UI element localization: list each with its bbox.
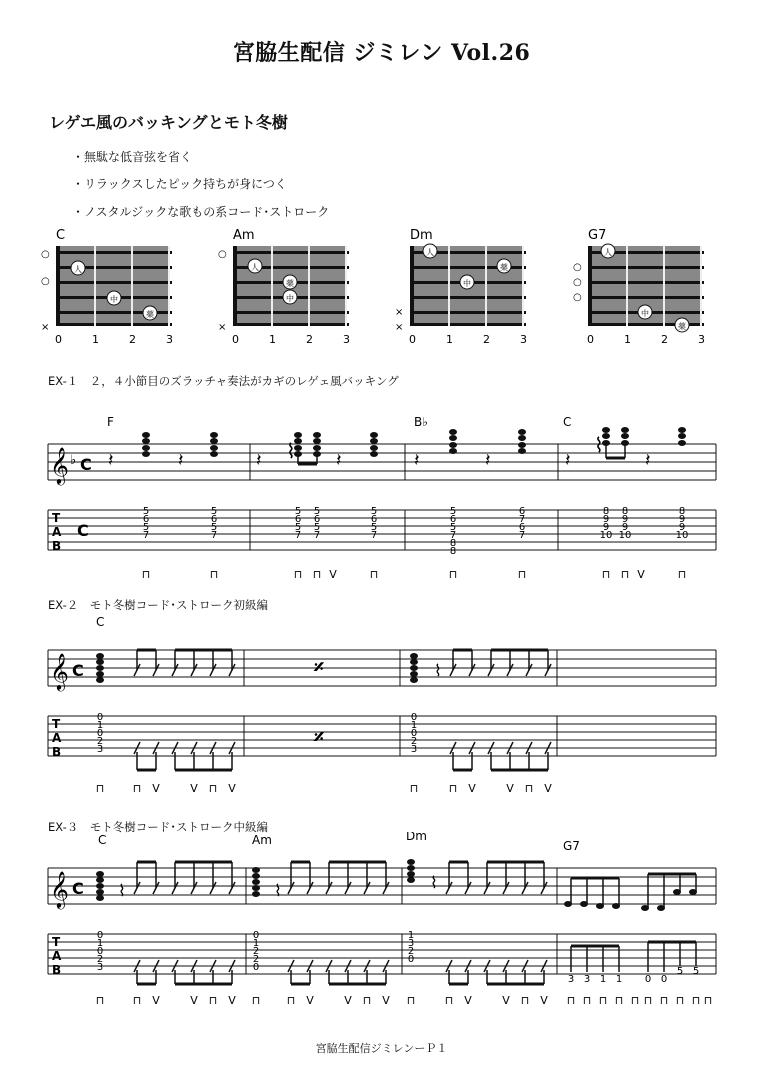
svg-text:V: V (329, 568, 337, 581)
finger-dot (460, 275, 474, 289)
svg-text:2: 2 (252, 946, 260, 957)
section-title: レゲエ風のバッキングとモト冬樹 (49, 113, 288, 132)
svg-text:3: 3 (407, 938, 415, 949)
svg-text:中: 中 (641, 309, 649, 318)
svg-text:V: V (468, 782, 476, 794)
svg-text:A: A (52, 731, 62, 745)
svg-text:3: 3 (343, 333, 350, 346)
svg-text:×: × (41, 322, 50, 333)
svg-text:𝄽: 𝄽 (565, 450, 571, 471)
svg-text:7: 7 (449, 530, 457, 541)
svg-text:6: 6 (210, 514, 218, 525)
common-time-icon: C (80, 455, 92, 474)
svg-text:⊓: ⊓ (703, 994, 713, 1007)
chord-symbol: B♭ (414, 415, 428, 429)
svg-text:0: 0 (407, 954, 415, 965)
finger-dot (283, 275, 297, 289)
svg-text:10: 10 (675, 530, 689, 541)
svg-text:V: V (382, 994, 390, 1007)
page-title: 宮脇生配信 ジミレン Vol.26 (232, 40, 531, 66)
svg-text:V: V (637, 568, 645, 581)
svg-text:6: 6 (449, 514, 457, 525)
tab-numbers (143, 506, 689, 557)
svg-text:9: 9 (602, 522, 610, 533)
svg-text:人: 人 (604, 248, 612, 257)
svg-text:6: 6 (370, 514, 378, 525)
svg-text:2: 2 (96, 954, 104, 965)
svg-text:0: 0 (96, 712, 104, 723)
flat-key-icon: ♭ (70, 453, 77, 468)
svg-text:⊓: ⊓ (659, 994, 669, 1007)
page-footer: 宮脇生配信ジミレンーＰ１ (315, 1042, 448, 1055)
svg-text:5: 5 (313, 522, 321, 533)
arpeggio-icon: ⌇ (594, 433, 604, 457)
svg-text:⊓: ⊓ (95, 782, 105, 794)
finger-dot (601, 244, 615, 258)
repeat-measure-icon: 𝄎 (314, 725, 324, 749)
svg-text:V: V (152, 782, 160, 794)
svg-text:5: 5 (692, 966, 700, 977)
svg-text:0: 0 (232, 333, 239, 346)
chord-name: Dm (410, 228, 433, 243)
finger-dot (143, 306, 157, 320)
svg-text:10: 10 (618, 530, 632, 541)
ex3-label: EX-３ モト冬樹コード･ストローク中級編 (48, 820, 268, 834)
svg-text:人: 人 (251, 263, 259, 272)
svg-text:3: 3 (583, 974, 591, 985)
svg-text:3: 3 (698, 333, 705, 346)
svg-text:𝄽: 𝄽 (645, 450, 651, 471)
ex2-label: EX-２ モト冬樹コード･ストローク初級編 (48, 598, 268, 612)
svg-text:𝄽: 𝄽 (108, 450, 114, 471)
svg-text:6: 6 (294, 514, 302, 525)
svg-text:6: 6 (518, 506, 526, 517)
svg-text:1: 1 (269, 333, 276, 346)
svg-text:⊓: ⊓ (677, 568, 687, 581)
svg-text:8: 8 (621, 506, 629, 517)
svg-text:⊓: ⊓ (286, 994, 296, 1007)
svg-text:薬: 薬 (500, 263, 508, 272)
svg-text:6: 6 (518, 522, 526, 533)
svg-text:V: V (540, 994, 548, 1007)
bullet-3: ・ノスタルジックな歌もの系コード･ストローク (72, 205, 330, 219)
svg-text:×: × (395, 322, 404, 333)
svg-text:V: V (228, 782, 236, 794)
chord-name: Am (233, 228, 255, 243)
svg-text:3: 3 (96, 744, 104, 755)
svg-text:8: 8 (602, 506, 610, 517)
svg-text:B: B (52, 963, 62, 977)
svg-text:1: 1 (599, 974, 607, 985)
svg-text:5: 5 (676, 966, 684, 977)
svg-text:×: × (395, 307, 404, 318)
svg-text:1: 1 (96, 938, 104, 949)
svg-text:中: 中 (463, 279, 471, 288)
svg-text:7: 7 (518, 514, 526, 525)
svg-text:0: 0 (96, 946, 104, 957)
common-time-icon: C (72, 661, 84, 680)
svg-text:V: V (190, 782, 198, 794)
svg-text:2: 2 (129, 333, 136, 346)
stroke-marks (96, 782, 553, 794)
svg-text:𝄽: 𝄽 (414, 450, 420, 471)
ex3-notation (0, 832, 763, 1012)
svg-text:5: 5 (370, 522, 378, 533)
arpeggio-icon: ⌇ (434, 661, 442, 680)
svg-text:5: 5 (449, 506, 457, 517)
svg-text:5: 5 (210, 522, 218, 533)
svg-text:9: 9 (678, 522, 686, 533)
svg-text:1: 1 (96, 720, 104, 731)
svg-text:A: A (52, 949, 62, 963)
svg-text:人: 人 (74, 265, 82, 274)
svg-text:2: 2 (306, 333, 313, 346)
svg-text:9: 9 (621, 514, 629, 525)
svg-text:3: 3 (96, 962, 104, 973)
chord-diagram-c (41, 228, 173, 346)
svg-text:⊓: ⊓ (566, 994, 576, 1007)
svg-text:𝄽: 𝄽 (178, 450, 184, 471)
finger-dot (107, 291, 121, 305)
svg-text:0: 0 (587, 333, 594, 346)
svg-text:○: ○ (41, 249, 50, 260)
chord-diagram-dm (395, 228, 527, 346)
finger-dot (638, 305, 652, 319)
chord-diagram-am (218, 228, 350, 346)
svg-text:⊓: ⊓ (448, 568, 458, 581)
ex2-notation (0, 614, 763, 794)
svg-text:2: 2 (96, 736, 104, 747)
svg-text:3: 3 (166, 333, 173, 346)
svg-text:1: 1 (92, 333, 99, 346)
chord-symbol: G7 (563, 839, 580, 853)
svg-text:⊓: ⊓ (524, 782, 534, 794)
svg-text:⊓: ⊓ (409, 782, 419, 794)
svg-text:0: 0 (644, 974, 652, 985)
svg-text:0: 0 (55, 333, 62, 346)
svg-text:7: 7 (294, 530, 302, 541)
svg-text:V: V (344, 994, 352, 1007)
finger-dot (675, 318, 689, 332)
svg-text:⊓: ⊓ (293, 568, 303, 581)
ex1-notation (0, 408, 763, 588)
bullet-2: ・リラックスしたピック持ちが身につく (72, 177, 287, 191)
svg-text:0: 0 (409, 333, 416, 346)
svg-text:𝄽: 𝄽 (485, 450, 491, 471)
svg-text:⊓: ⊓ (95, 994, 105, 1007)
chord-symbol: C (98, 833, 107, 847)
svg-text:⊓: ⊓ (614, 994, 624, 1007)
chord-name: G7 (588, 228, 607, 243)
svg-text:薬: 薬 (286, 279, 294, 288)
svg-text:⊓: ⊓ (362, 994, 372, 1007)
chord-symbol: C (563, 415, 572, 429)
svg-text:7: 7 (313, 530, 321, 541)
svg-text:薬: 薬 (146, 310, 154, 319)
svg-text:A: A (52, 525, 62, 539)
chord-diagram-g7 (573, 228, 705, 346)
svg-text:1: 1 (410, 720, 418, 731)
svg-text:⊓: ⊓ (691, 994, 701, 1007)
svg-text:⊓: ⊓ (630, 994, 640, 1007)
svg-text:5: 5 (449, 522, 457, 533)
common-time-icon: C (77, 521, 89, 540)
stroke-marks (96, 994, 713, 1007)
svg-text:⊓: ⊓ (312, 568, 322, 581)
svg-text:5: 5 (142, 522, 150, 533)
svg-text:⊓: ⊓ (132, 782, 142, 794)
svg-text:5: 5 (370, 506, 378, 517)
svg-text:⊓: ⊓ (251, 994, 261, 1007)
svg-text:1: 1 (446, 333, 453, 346)
svg-text:5: 5 (294, 506, 302, 517)
svg-text:○: ○ (41, 276, 50, 287)
svg-text:⊓: ⊓ (369, 568, 379, 581)
svg-text:2: 2 (407, 946, 415, 957)
finger-dot (423, 244, 437, 258)
chord-diagrams (0, 222, 763, 352)
svg-text:B: B (52, 539, 62, 553)
repeat-measure-icon: 𝄎 (314, 655, 324, 679)
arpeggio-icon: ⌇ (118, 881, 126, 900)
svg-text:9: 9 (602, 514, 610, 525)
svg-text:6: 6 (142, 514, 150, 525)
svg-text:V: V (544, 782, 552, 794)
svg-text:3: 3 (520, 333, 527, 346)
svg-text:⊓: ⊓ (643, 994, 653, 1007)
svg-text:1: 1 (615, 974, 623, 985)
svg-text:中: 中 (110, 295, 118, 304)
svg-text:V: V (152, 994, 160, 1007)
svg-text:5: 5 (142, 506, 150, 517)
svg-text:5: 5 (313, 506, 321, 517)
svg-text:7: 7 (210, 530, 218, 541)
svg-text:⊓: ⊓ (132, 994, 142, 1007)
svg-text:0: 0 (410, 728, 418, 739)
svg-text:○: ○ (218, 249, 227, 260)
svg-text:5: 5 (210, 506, 218, 517)
svg-text:T: T (52, 511, 61, 525)
svg-text:T: T (52, 717, 61, 731)
svg-text:○: ○ (573, 262, 582, 273)
treble-clef-icon: 𝄞 (50, 652, 69, 690)
svg-text:⊓: ⊓ (141, 568, 151, 581)
svg-text:8: 8 (449, 546, 457, 557)
svg-text:2: 2 (661, 333, 668, 346)
arpeggio-icon: ⌇ (286, 439, 296, 463)
svg-text:⊓: ⊓ (620, 568, 630, 581)
svg-text:⊓: ⊓ (208, 782, 218, 794)
svg-text:V: V (464, 994, 472, 1007)
svg-text:⊓: ⊓ (582, 994, 592, 1007)
arpeggio-icon: ⌇ (430, 873, 438, 892)
svg-text:T: T (52, 935, 61, 949)
stroke-marks (142, 568, 687, 581)
svg-text:⊓: ⊓ (601, 568, 611, 581)
finger-dot (248, 259, 262, 273)
svg-text:8: 8 (678, 506, 686, 517)
svg-text:⊓: ⊓ (448, 782, 458, 794)
svg-text:9: 9 (678, 514, 686, 525)
svg-text:7: 7 (370, 530, 378, 541)
svg-text:1: 1 (407, 930, 415, 941)
svg-text:1: 1 (252, 938, 260, 949)
svg-text:⊓: ⊓ (675, 994, 685, 1007)
svg-text:0: 0 (96, 930, 104, 941)
svg-text:3: 3 (410, 744, 418, 755)
bullet-1: ・無駄な低音弦を省く (72, 150, 193, 164)
svg-text:8: 8 (449, 538, 457, 549)
svg-text:2: 2 (483, 333, 490, 346)
svg-text:V: V (506, 782, 514, 794)
treble-clef-icon: 𝄞 (50, 446, 69, 484)
svg-text:2: 2 (252, 954, 260, 965)
svg-text:人: 人 (426, 248, 434, 257)
chord-symbol: C (96, 615, 105, 629)
svg-text:7: 7 (142, 530, 150, 541)
svg-text:2: 2 (410, 736, 418, 747)
svg-text:V: V (190, 994, 198, 1007)
svg-text:V: V (228, 994, 236, 1007)
svg-text:3: 3 (567, 974, 575, 985)
svg-text:○: ○ (573, 292, 582, 303)
treble-clef-icon: 𝄞 (50, 870, 69, 908)
chord-symbol: F (107, 415, 114, 429)
svg-text:⊓: ⊓ (598, 994, 608, 1007)
svg-text:1: 1 (624, 333, 631, 346)
svg-text:⊓: ⊓ (444, 994, 454, 1007)
svg-text:7: 7 (518, 530, 526, 541)
svg-text:⊓: ⊓ (209, 568, 219, 581)
svg-text:×: × (218, 322, 227, 333)
svg-text:0: 0 (96, 728, 104, 739)
svg-text:0: 0 (252, 962, 260, 973)
svg-text:⊓: ⊓ (517, 568, 527, 581)
svg-text:○: ○ (573, 277, 582, 288)
common-time-icon: C (72, 879, 84, 898)
svg-text:V: V (502, 994, 510, 1007)
ex1-label: EX-１ ２，４小節目のズラッチャ奏法がカギのレゲェ風バッキング (48, 374, 399, 388)
svg-text:6: 6 (313, 514, 321, 525)
svg-text:⊓: ⊓ (520, 994, 530, 1007)
svg-text:𝄽: 𝄽 (256, 450, 262, 471)
finger-dot (497, 259, 511, 273)
chord-name: C (56, 228, 66, 243)
svg-text:0: 0 (660, 974, 668, 985)
finger-dot (71, 261, 85, 275)
svg-text:9: 9 (621, 522, 629, 533)
chord-symbol: Dm (406, 832, 427, 843)
chord-symbol: Am (252, 833, 272, 847)
svg-text:⊓: ⊓ (208, 994, 218, 1007)
svg-text:⊓: ⊓ (406, 994, 416, 1007)
arpeggio-icon: ⌇ (274, 881, 282, 900)
svg-text:𝄽: 𝄽 (336, 450, 342, 471)
svg-text:0: 0 (252, 930, 260, 941)
svg-text:0: 0 (410, 712, 418, 723)
finger-dot (283, 290, 297, 304)
svg-text:V: V (306, 994, 314, 1007)
svg-text:10: 10 (599, 530, 613, 541)
svg-text:B: B (52, 745, 62, 759)
svg-text:薬: 薬 (678, 322, 686, 331)
svg-text:5: 5 (294, 522, 302, 533)
svg-text:中: 中 (286, 294, 294, 303)
